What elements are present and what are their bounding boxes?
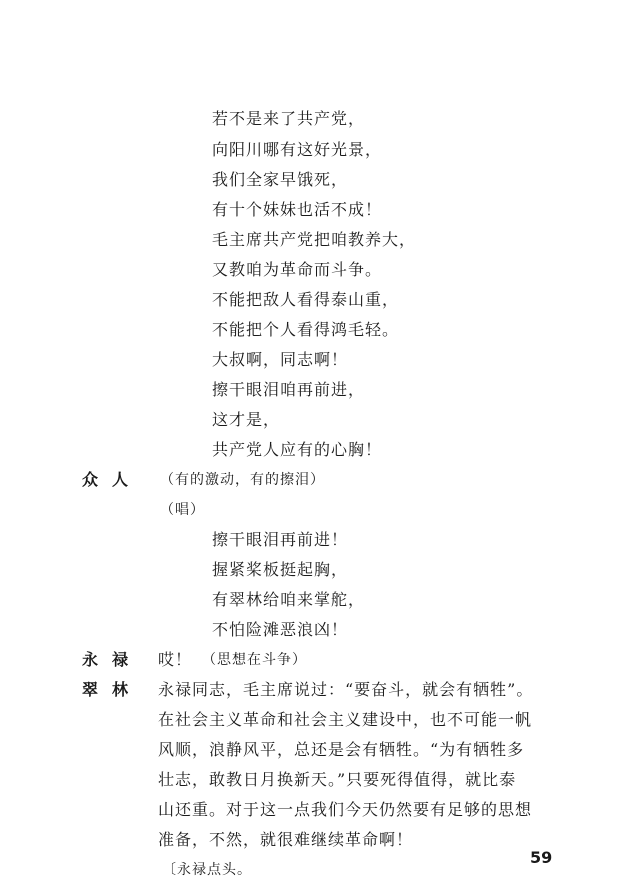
dialogue-line: 准备，不然，就很难继续革命啊！ [158, 830, 414, 849]
verse-line: 有翠林给咱来掌舵， [212, 590, 366, 609]
verse-line: 向阳川哪有这好光景， [212, 140, 383, 159]
stage-direction-nod: 〔永禄点头。 [162, 862, 252, 878]
verse-line: 不能把敌人看得泰山重， [212, 290, 400, 309]
dialogue-line: 壮志，敢教日月换新天。”只要死得值得，就比泰 [158, 770, 517, 789]
verse-line: 不怕险滩恶浪凶！ [212, 620, 349, 639]
speaker-yonglu: 永禄 [82, 650, 143, 669]
speaker-cuilin: 翠林 [82, 680, 143, 699]
page-number: 59 [530, 848, 553, 867]
verse-line: 有十个妹妹也活不成！ [212, 200, 383, 219]
speaker-crowd: 众人 [82, 470, 143, 489]
verse-line: 大叔啊，同志啊！ [212, 350, 349, 369]
stage-direction-crowd: （有的激动，有的擦泪） [160, 472, 325, 488]
dialogue-line: 山还重。对于这一点我们今天仍然要有足够的思想 [158, 800, 533, 819]
verse-line: 擦干眼泪再前进！ [212, 530, 349, 549]
stage-direction-yonglu: （思想在斗争） [202, 652, 307, 668]
verse-line: 毛主席共产党把咱教养大， [212, 230, 417, 249]
verse-line: 我们全家早饿死， [212, 170, 349, 189]
verse-line: 若不是来了共产党， [212, 109, 366, 128]
dialogue-line: 在社会主义革命和社会主义建设中，也不可能一帆 [158, 710, 533, 729]
yonglu-speech: 哎！ [158, 650, 193, 669]
verse-line: 又教咱为革命而斗争。 [212, 260, 383, 279]
dialogue-line: 永禄同志，毛主席说过：“要奋斗，就会有牺牲”。 [158, 680, 534, 699]
verse-line: 这才是， [212, 410, 281, 429]
verse-line: 不能把个人看得鸿毛轻。 [212, 320, 400, 339]
sing-direction: （唱） [160, 502, 205, 518]
verse-line: 擦干眼泪咱再前进， [212, 380, 366, 399]
dialogue-line: 风顺，浪静风平，总还是会有牺牲。“为有牺牲多 [158, 740, 525, 759]
verse-line: 共产党人应有的心胸！ [212, 440, 383, 459]
verse-line: 握紧桨板挺起胸， [212, 560, 349, 579]
